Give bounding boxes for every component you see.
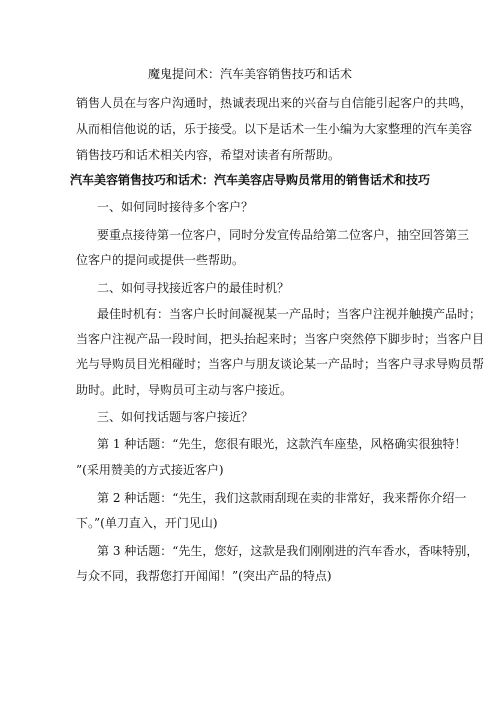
paragraph-line: 第 1 种话题：“先生，您很有眼光，这款汽车座垫，风格确实很独特！ (97, 437, 467, 451)
paragraph-line: 下。”(单刀直入，开门见山) (76, 516, 218, 530)
paragraph-line: 第 3 种话题：“先生，您好，这款是我们刚刚进的汽车香水，香味特别， (97, 544, 479, 558)
paragraph-line: 位客户的提问或提供一些帮助。 (76, 253, 245, 267)
paragraph-line: 光与导购员目光相碰时；当客户与朋友谈论某一产品时；当客户寻求导购员帮 (76, 357, 485, 371)
intro-line: 从而相信他说的话，乐于接受。以下是话术一生小编为大家整理的汽车美容 (76, 122, 473, 136)
section-subtitle: 汽车美容销售技巧和话术：汽车美容店导购员常用的销售话术和技巧 (69, 173, 430, 187)
paragraph-line: 第 2 种话题：“先生，我们这款雨刮现在卖的非常好，我来帮你介绍一 (97, 491, 467, 505)
paragraph-line: 当客户注视产品一段时间，把头抬起来时；当客户突然停下脚步时；当客户目 (76, 332, 485, 346)
paragraph-line: 助时。此时，导购员可主动与客户接近。 (76, 383, 293, 397)
intro-line: 销售人员在与客户沟通时，热诚表现出来的兴奋与自信能引起客户的共鸣， (76, 96, 473, 110)
document-title: 魔鬼提问术：汽车美容销售技巧和话术 (147, 67, 352, 81)
section-heading: 三、如何找话题与客户接近？ (97, 410, 254, 424)
section-heading: 一、如何同时接待多个客户？ (97, 200, 254, 214)
paragraph-line: ”(采用赞美的方式接近客户) (76, 463, 224, 477)
paragraph-line: 最佳时机有：当客户长时间凝视某一产品时；当客户注视并触摸产品时； (97, 307, 482, 321)
section-heading: 二、如何寻找接近客户的最佳时机？ (97, 281, 290, 295)
intro-line: 销售技巧和话术相关内容，希望对读者有所帮助。 (76, 148, 341, 162)
paragraph-line: 与众不同，我帮您打开闻闻！”(突出产品的特点) (76, 569, 332, 583)
paragraph-line: 要重点接待第一位客户，同时分发宣传品给第二位客户，抽空回答第三 (97, 228, 470, 242)
